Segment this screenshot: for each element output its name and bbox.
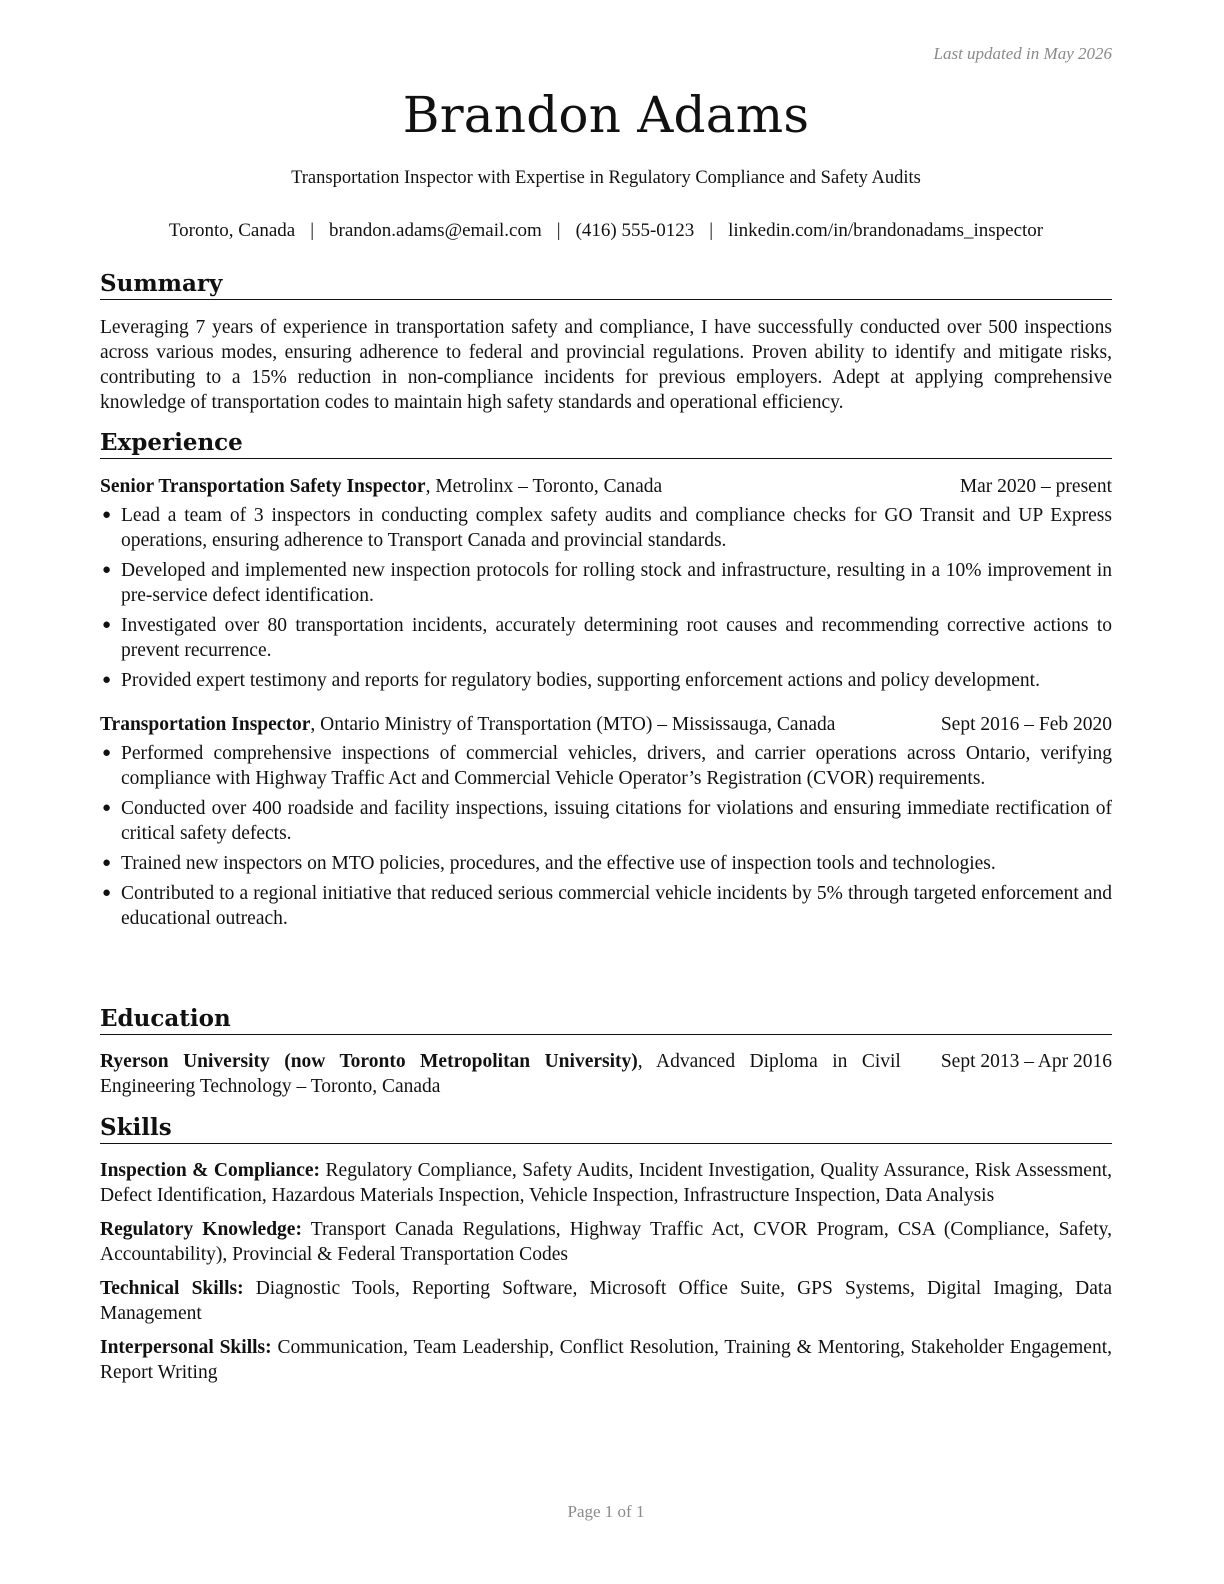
contact-location: Toronto, Canada (168, 220, 296, 241)
contact-separator: | (310, 220, 315, 241)
job-role: Transportation Inspector (100, 714, 311, 735)
skill-group-label: Interpersonal Skills: (100, 1337, 272, 1358)
section-title-summary: Summary (100, 270, 1112, 300)
education-section (100, 1005, 1112, 1099)
contact-separator: | (556, 220, 561, 241)
list-item (100, 668, 1112, 693)
skill-group-items: Communication, Team Leadership, Conflict Resolution, Training & Mentoring, Stakeholder Engagement, Report Writing (100, 1337, 1112, 1383)
contact-email-link[interactable]: brandon.adams@email.com (329, 220, 542, 241)
list-item (100, 851, 1112, 876)
list-item (100, 881, 1112, 931)
bullet-icon: ● (102, 855, 112, 871)
section-title-education: Education (100, 1005, 1112, 1035)
candidate-name: Brandon Adams (402, 86, 810, 144)
job-role: Senior Transportation Safety Inspector (100, 476, 426, 497)
skill-group-label: Inspection & Compliance: (100, 1160, 321, 1181)
job-dates: Sept 2016 – Feb 2020 (940, 714, 1112, 735)
contact-linkedin-link[interactable]: linkedin.com/in/brandonadams_inspector (728, 220, 1044, 241)
job-dates: Mar 2020 – present (959, 476, 1112, 497)
bullet-text: Provided expert testimony and reports for regulatory bodies, supporting enforcement actions and policy development. (121, 670, 1040, 691)
bullet-text: Conducted over 400 roadside and facility inspections, issuing citations for violations and ensuring immediate rectification of critical safety defects. (121, 798, 1112, 844)
summary-section (100, 270, 1112, 415)
job-title-line (100, 712, 941, 737)
education-school: Ryerson University (now Toronto Metropolitan University) (100, 1051, 638, 1072)
skill-group-label: Technical Skills: (100, 1278, 244, 1299)
contact-separator: | (709, 220, 714, 241)
skill-group (100, 1217, 1112, 1267)
job-entry (100, 712, 1112, 931)
bullet-icon: ● (102, 800, 112, 816)
education-entry (100, 1049, 1112, 1099)
bullet-text: Trained new inspectors on MTO policies, procedures, and the effective use of inspection tools and technologies. (121, 853, 996, 874)
job-header (100, 712, 1112, 737)
bullet-icon: ● (102, 507, 112, 523)
skill-group (100, 1276, 1112, 1326)
candidate-tagline: Transportation Inspector with Expertise in Regulatory Compliance and Safety Audits (291, 168, 921, 188)
page-number: Page 1 of 1 (567, 1502, 645, 1521)
education-detail: , Advanced Diploma in Civil Engineering Technology – Toronto, Canada (100, 1051, 901, 1097)
bullet-text: Contributed to a regional initiative that reduced serious commercial vehicle incidents by 5% through targeted enforcement and educational outreach. (121, 883, 1112, 929)
list-item (100, 796, 1112, 846)
contact-phone: (416) 555-0123 (575, 220, 695, 241)
list-item (100, 613, 1112, 663)
job-organization: , Metrolinx – Toronto, Canada (425, 476, 663, 497)
skill-group (100, 1335, 1112, 1385)
education-line (100, 1049, 941, 1099)
job-bullet-list (100, 741, 1112, 931)
list-item (100, 741, 1112, 791)
resume-page (100, 0, 1112, 1584)
bullet-text: Performed comprehensive inspections of commercial vehicles, drivers, and carrier operations across Ontario, verifying compliance with Highway Traffic Act and Commercial Vehicle Operator’s Registration (CVOR) requirements. (121, 743, 1112, 789)
last-updated-note: Last updated in May 2026 (933, 44, 1112, 63)
job-bullet-list (100, 503, 1112, 693)
job-organization: , Ontario Ministry of Transportation (MTO) – Mississauga, Canada (310, 714, 836, 735)
skill-group-label: Regulatory Knowledge: (100, 1219, 302, 1240)
skill-group-items: Transport Canada Regulations, Highway Traffic Act, CVOR Program, CSA (Compliance, Safety, Accountability), Provincial & Federal Transportation Codes (100, 1219, 1112, 1265)
skill-group (100, 1158, 1112, 1208)
list-item (100, 558, 1112, 608)
bullet-icon: ● (102, 562, 112, 578)
skill-group-items: Diagnostic Tools, Reporting Software, Microsoft Office Suite, GPS Systems, Digital Imaging, Data Management (100, 1278, 1112, 1324)
bullet-icon: ● (102, 885, 112, 901)
summary-text: Leveraging 7 years of experience in transportation safety and compliance, I have successfully conducted over 500 inspections across various modes, ensuring adherence to federal and provincial regulations. Proven ability to identify and mitigate risks, contributing to a 15% reduction in non-compliance incidents for previous employers. Adept at applying comprehensive knowledge of transportation codes to maintain high safety standards and operational efficiency. (100, 317, 1112, 413)
section-title-experience: Experience (100, 429, 1112, 459)
skills-list (100, 1158, 1112, 1385)
contact-line (100, 220, 1112, 242)
list-item (100, 503, 1112, 553)
job-entry (100, 474, 1112, 693)
experience-section (100, 429, 1112, 936)
skill-group-items: Regulatory Compliance, Safety Audits, Incident Investigation, Quality Assurance, Risk Assessment, Defect Identification, Hazardous Materials Inspection, Vehicle Inspection, Infrastructure Inspection, Data Analysis (100, 1160, 1112, 1206)
bullet-text: Developed and implemented new inspection protocols for rolling stock and infrastructure, resulting in a 10% improvement in pre-service defect identification. (121, 560, 1112, 606)
bullet-icon: ● (102, 745, 112, 761)
bullet-text: Investigated over 80 transportation incidents, accurately determining root causes and recommending corrective actions to prevent recurrence. (121, 615, 1112, 661)
job-header (100, 474, 1112, 499)
bullet-icon: ● (102, 672, 112, 688)
section-title-skills: Skills (100, 1114, 1112, 1144)
bullet-text: Lead a team of 3 inspectors in conducting complex safety audits and compliance checks for GO Transit and UP Express operations, ensuring adherence to Transport Canada and provincial standards. (121, 505, 1112, 551)
skills-section (100, 1114, 1112, 1394)
job-title-line (100, 474, 960, 499)
education-dates: Sept 2013 – Apr 2016 (940, 1051, 1112, 1072)
bullet-icon: ● (102, 617, 112, 633)
